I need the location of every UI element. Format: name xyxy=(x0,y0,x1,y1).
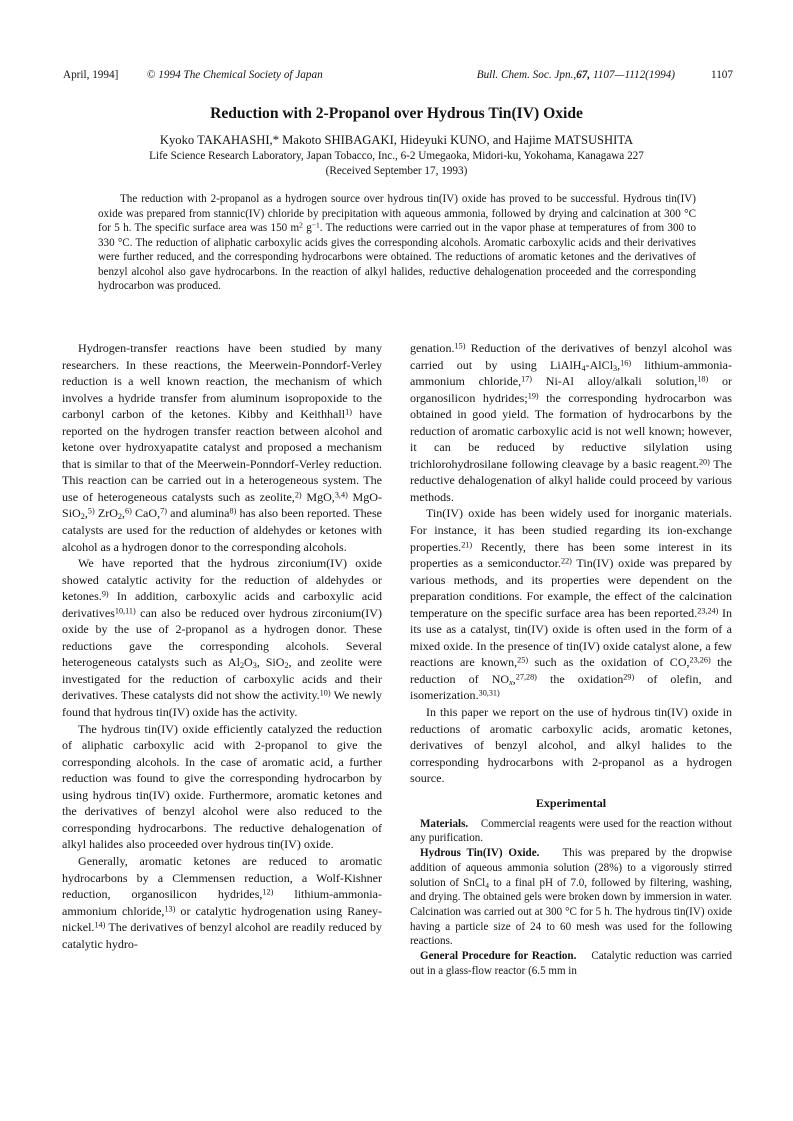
citation-ref: 21) xyxy=(461,539,473,549)
citation-ref: 30,31) xyxy=(478,688,500,698)
citation-ref: 20) xyxy=(698,457,710,467)
author-name: Kyoko TAKAHASHI,* xyxy=(159,133,279,147)
citation-ref: 6) xyxy=(125,506,132,516)
page-number: 1107 xyxy=(711,69,733,81)
citation-ref: 13) xyxy=(164,903,176,913)
article-title: Reduction with 2-Propanol over Hydrous Tin(IV) Oxide xyxy=(210,105,583,122)
paragraph-hydrous-oxide: Hydrous Tin(IV) Oxide. This was prepared by the dropwise addition of aqueous ammonia solution (28%) to a vigorously stirred solution of SnCl$_4$ to a final pH of 7.0, followed by filtering, washing, and drying. The obtained gels were broken down by immersion in water. Calcination was carried out at 300 °C for 5 h. The hydrous tin(IV) oxide having a particle size of 24 to 60 mesh was used for the following reactions. xyxy=(410,847,733,948)
right-column xyxy=(410,340,732,979)
paragraph: Generally, aromatic ketones are reduced to aromatic hydrocarbons by a Clemmensen reduction, a Wolf-Kishner reduction, organosilicon hydrides,$^{12)}$ lithium-ammonia-ammonium chloride,$^{13)}$ or catalytic hydrogenation using Raney-nickel.$^{14)}$ The derivatives of benzyl alcohol are readily reduced by catalytic hydro- xyxy=(62,853,383,951)
paragraph: Hydrogen-transfer reactions have been studied by many researchers. In these reactions, the Meerwein-Ponndorf-Verley reduction is a well known reaction, the mechanism of which involves a hydride transfer from aluminum isopropoxide to the carbonyl carbon of the ketones. Kibby and Keithhall$^{1)}$ have reported on the hydrogen transfer reaction between alcohol and ketone over hydroxyapatite catalyst and proposed a mechanism that is similar to that of the Meerwein-Ponndorf-Verley reduction. This reaction can be carried out in a heterogeneous system. The use of heterogeneous catalysts such as zeolite,$^{2)}$ MgO,$^{3,4)}$ MgO-SiO$_2$,$^{5)}$ ZrO$_2$,$^{6)}$ CaO,$^{7)}$ and alumina$^{8)}$ has also been reported. These catalysts are used for the reduction of aldehydes or ketones with alcohol as a hydrogen donor to the corresponding alcohols. xyxy=(62,341,382,554)
author-surname: KUNO, xyxy=(450,133,490,147)
citation-ref: 15) xyxy=(454,341,466,351)
citation-ref: 12) xyxy=(262,887,274,897)
author-name: and Hajime MATSUSHITA xyxy=(492,133,634,147)
citation-ref: 25) xyxy=(517,655,529,665)
journal-citation xyxy=(477,67,675,83)
paragraph-lead: Materials. xyxy=(420,817,469,830)
paragraph-materials: Materials. Commercial reagents were used for the reaction without any purification. xyxy=(410,817,733,845)
author-list xyxy=(0,132,793,148)
copyright-symbol: © xyxy=(147,69,156,81)
issue-date: April, 1994] xyxy=(63,69,119,81)
author-name: Hideyuki KUNO, xyxy=(400,133,490,147)
citation-ref: 10,11) xyxy=(114,606,136,616)
citation-ref: 27,28) xyxy=(515,672,537,682)
section-heading: Experimental xyxy=(535,795,607,810)
copyright-text: 1994 The Chemical Society of Japan xyxy=(158,69,323,81)
paragraph: The hydrous tin(IV) oxide efficiently catalyzed the reduction of aliphatic carboxylic acid with 2-propanol to give the corresponding alcohols. In the case of aromatic acid, a further reduction was found to give the corresponding hydrocarbon by using hydrous tin(IV) oxide. Furthermore, aromatic ketones and the derivatives of benzyl alcohol were also reduced to the corresponding hydrocarbons. The reductive dehalogenation of alkyl halides also proceeded over hydrous tin(IV) oxide. xyxy=(62,721,382,852)
citation-ref: 23,26) xyxy=(689,655,711,665)
paragraph: Tin(IV) oxide has been widely used for inorganic materials. For instance, it has been studied regarding its ion-exchange properties.$^{21)}$ Recently, there has been some interest in its properties as a semiconductor.$^{22)}$ Tin(IV) oxide was prepared by various methods, and its properties were dependent on the preparation conditions. For example, the effect of the calcination temperature on the specific surface area has been reported.$^{23,24)}$ In its use as a catalyst, tin(IV) oxide is often used in the form of a mixed oxide. In the presence of tin(IV) oxide catalyst alone, a few reactions are known,$^{25)}$ such as the oxidation of CO,$^{23,26)}$ the reduction of $NO_x,^{27,28)}$ the oxidation$^{29)}$ of olefin, and isomerization.$^{30,31)}$ xyxy=(410,506,733,703)
affiliation: Life Science Research Laboratory, Japan Tobacco, Inc., 6-2 Umegaoka, Midori-ku, Yokohama, Kanagawa 227 xyxy=(149,150,644,162)
paragraph-lead: Hydrous Tin(IV) Oxide. xyxy=(420,847,540,860)
copyright-notice xyxy=(147,67,323,83)
citation-ref: 1) xyxy=(345,407,352,417)
citation-ref: 18) xyxy=(697,374,709,384)
author-surname: SHIBAGAKI, xyxy=(324,133,397,147)
paragraph: We have reported that the hydrous zirconium(IV) oxide showed catalytic activity for the reduction of aldehydes or ketones.$^{9)}$ In addition, carboxylic acids and carboxylic acid derivatives$^{10,11)}$ can also be reduced over hydrous zirconium(IV) oxide by the use of 2-propanol as a hydrogen donor. These reductions gave the corresponding alcohols. Several heterogeneous catalysts such as $Al_2O_3$, SiO$_2$, and zeolite were investigated for the reduction of carboxylic acids and their derivatives. These catalysts did not show the activity.$^{10)}$ We newly found that hydrous tin(IV) oxide has the activity. xyxy=(62,556,383,720)
citation-ref: 16) xyxy=(620,357,632,367)
journal-volume: 67, xyxy=(576,69,591,81)
citation-ref: 17) xyxy=(521,374,533,384)
citation-ref: 7) xyxy=(160,506,167,516)
paragraph: In this paper we report on the use of hydrous tin(IV) oxide in reductions of aromatic carboxylic acids, aromatic ketones, derivatives of benzyl alcohol, and alkyl halides to the corresponding hydrocarbons with 2-propanol as a hydrogen source. xyxy=(410,705,732,786)
citation-ref: 3,4) xyxy=(334,490,348,500)
citation-ref: 22) xyxy=(560,556,572,566)
journal-name: Bull. Chem. Soc. Jpn., xyxy=(476,69,577,81)
running-header xyxy=(63,67,733,83)
citation-ref: 10) xyxy=(319,688,331,698)
paragraph-general-procedure: General Procedure for Reaction. Catalytic reduction was carried out in a glass-flow reactor (6.5 mm in xyxy=(410,950,732,977)
author-surname: MATSUSHITA xyxy=(554,133,634,147)
abstract: The reduction with 2-propanol as a hydrogen source over hydrous tin(IV) oxide has proved to be successful. Hydrous tin(IV) oxide was prepared from stannic(IV) chloride by precipitation with aqueous ammonia, followed by drying and calcination at 300 °C for 5 h. The specific surface area was 150 $m^2$ $g^{-1}$. The reductions were carried out in the vapor phase at temperatures of from 300 to 330 °C. The reduction of aliphatic carboxylic acids gives the corresponding alcohols. Aromatic carboxylic acids and their derivatives were further reduced, and the corresponding hydrocarbons were obtained. The reductions of aromatic ketones and the derivatives of benzyl alcohol also gave hydrocarbons. In the reaction of alkyl halides, reductive dehalogenation proceeded and the corresponding hydrocarbon was produced. xyxy=(98,193,696,293)
citation-ref: 8) xyxy=(229,506,237,516)
citation-ref: 14) xyxy=(94,920,106,930)
citation-ref: 29) xyxy=(623,672,635,682)
left-column xyxy=(62,340,382,952)
author-name: Makoto SHIBAGAKI, xyxy=(282,133,397,147)
paragraph-lead: General Procedure for Reaction. xyxy=(420,950,577,963)
received-date: (Received September 17, 1993) xyxy=(325,165,468,177)
citation-ref: 5) xyxy=(87,506,95,516)
citation-ref: 9) xyxy=(101,589,109,599)
journal-pages: 1107—1112(1994) xyxy=(592,69,675,81)
citation-ref: 2) xyxy=(294,490,302,500)
author-surname: TAKAHASHI,* xyxy=(197,133,279,147)
citation-ref: 23,24) xyxy=(697,606,719,616)
citation-ref: 19) xyxy=(527,390,539,400)
paragraph: genation.$^{15)}$ Reduction of the derivatives of benzyl alcohol was carried out by using LiAlH$_4$-AlCl$_3$,$^{16)}$ lithium-ammonia-ammonium chloride,$^{17)}$ Ni-Al alloy/alkali solution,$^{18)}$ or organosilicon hydrides;$^{19)}$ the corresponding hydrocarbon was obtained in good yield. The formation of hydrocarbons by the reduction of aromatic carboxylic acid is not well known; however, it can be reduced by reductive silylation using trichlorohydrosilane following cleavage by a basic reagent.$^{20)}$ The reductive dehalogenation of alkyl halide could proceed by various methods. xyxy=(410,341,733,504)
